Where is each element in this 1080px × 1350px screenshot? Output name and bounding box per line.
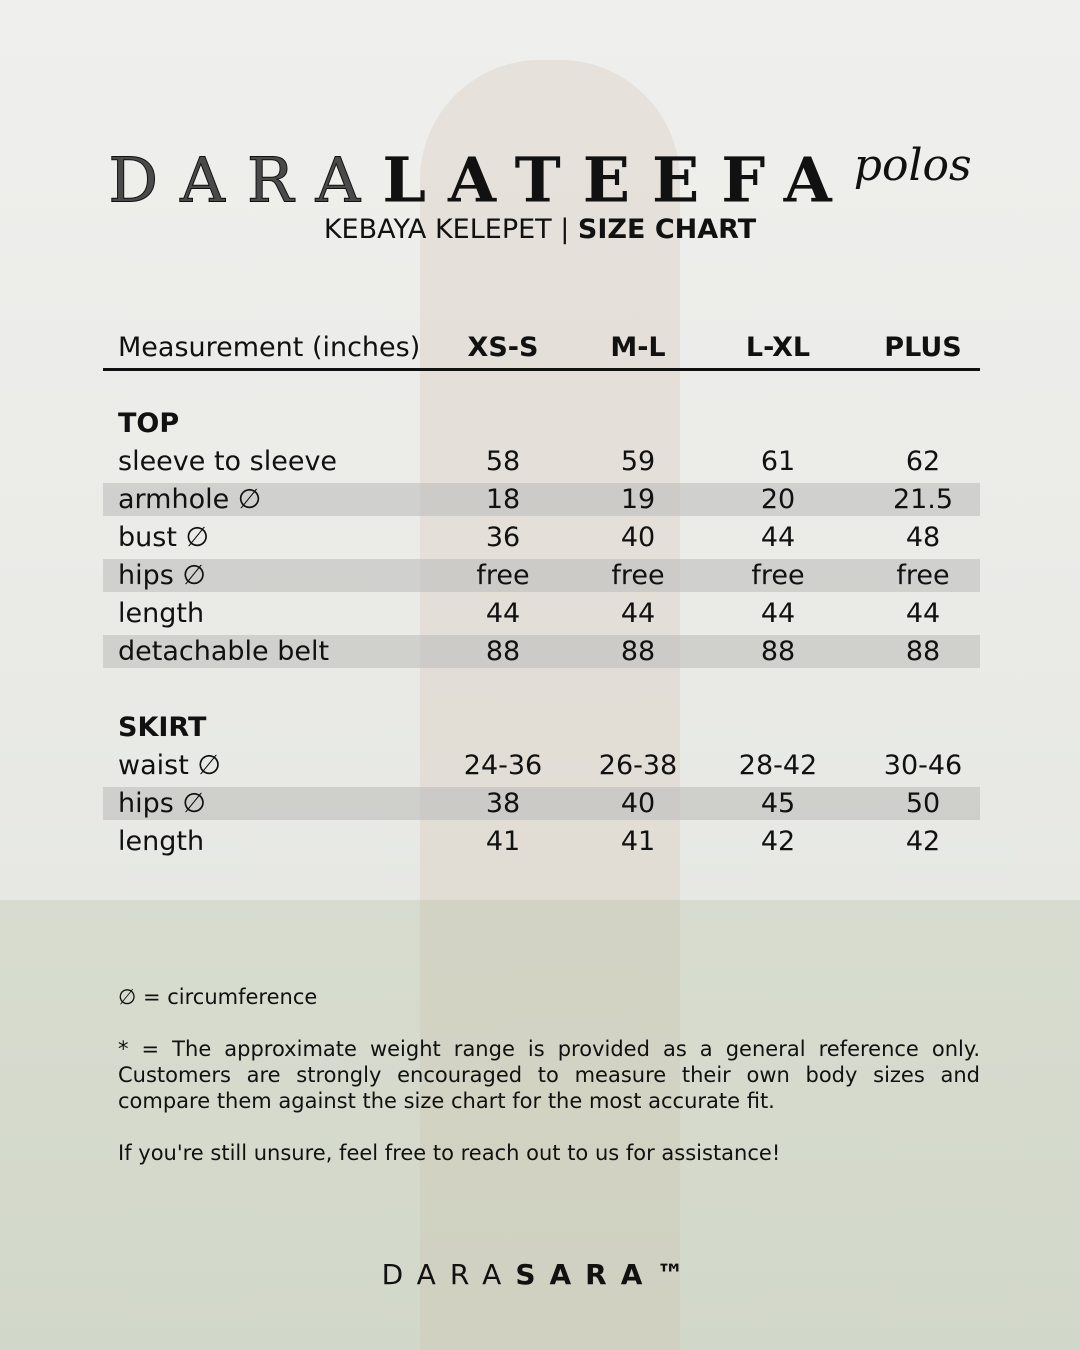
disclaimer-note: * = The approximate weight range is provided as a general reference only. Customers are strongly encouraged to measure their own body sizes and compare them against the size chart for the most accurate fit. [118,1037,980,1113]
row-value: free [611,560,665,591]
row-value: 44 [620,598,656,629]
row-value: 42 [905,826,941,857]
header-divider [103,368,980,371]
row-value: free [896,560,950,591]
row-label: detachable belt [118,636,330,667]
row-label: bust ∅ [118,522,210,553]
row-value: 26-38 [598,750,678,781]
row-label: sleeve to sleeve [118,446,338,477]
row-value: 88 [905,636,941,667]
header-size: PLUS [884,332,962,363]
row-value: 58 [485,446,521,477]
row-value: 24-36 [463,750,543,781]
footer-logo [0,1258,1080,1291]
legend-note: ∅ = circumference [118,985,318,1009]
row-value: 45 [760,788,796,819]
row-value: 41 [485,826,521,857]
row-value: 38 [485,788,521,819]
row-value: free [476,560,530,591]
row-label: hips ∅ [118,788,206,819]
row-value: free [751,560,805,591]
logo-bold: SARA™ [515,1258,699,1291]
row-label: waist ∅ [118,750,221,781]
title-solid: LATEEFA [382,143,854,217]
section-title: TOP [118,408,180,439]
row-value: 18 [485,484,521,515]
row-value: 44 [485,598,521,629]
row-value: 41 [620,826,656,857]
row-label: length [118,826,205,857]
title-script: polos [853,140,972,191]
row-value: 40 [620,788,656,819]
row-value: 50 [905,788,941,819]
row-value: 40 [620,522,656,553]
row-value: 59 [620,446,656,477]
logo-light: DARA [381,1258,516,1291]
row-value: 48 [905,522,941,553]
row-value: 44 [760,522,796,553]
row-value: 20 [760,484,796,515]
row-value: 62 [905,446,941,477]
row-label: armhole ∅ [118,484,262,515]
row-value: 88 [760,636,796,667]
row-value: 44 [905,598,941,629]
header-size: M-L [610,332,666,363]
subtitle-product: KEBAYA KELEPET | [323,214,578,245]
row-value: 88 [620,636,656,667]
row-value: 21.5 [892,484,954,515]
row-label: hips ∅ [118,560,206,591]
header-measurement: Measurement (inches) [118,332,421,363]
brand-title [0,140,1080,217]
header-size: L-XL [745,332,811,363]
row-value: 42 [760,826,796,857]
row-value: 88 [485,636,521,667]
row-label: length [118,598,205,629]
row-value: 44 [760,598,796,629]
row-value: 19 [620,484,656,515]
subtitle-size-chart: SIZE CHART [577,214,757,245]
row-value: 30-46 [883,750,963,781]
row-value: 28-42 [738,750,818,781]
header-size: XS-S [467,332,539,363]
section-title: SKIRT [118,712,207,743]
help-note: If you're still unsure, feel free to reach out to us for assistance! [118,1141,781,1165]
row-value: 61 [760,446,796,477]
title-outline: DARA [108,143,383,217]
row-value: 36 [485,522,521,553]
subtitle [0,214,1080,245]
